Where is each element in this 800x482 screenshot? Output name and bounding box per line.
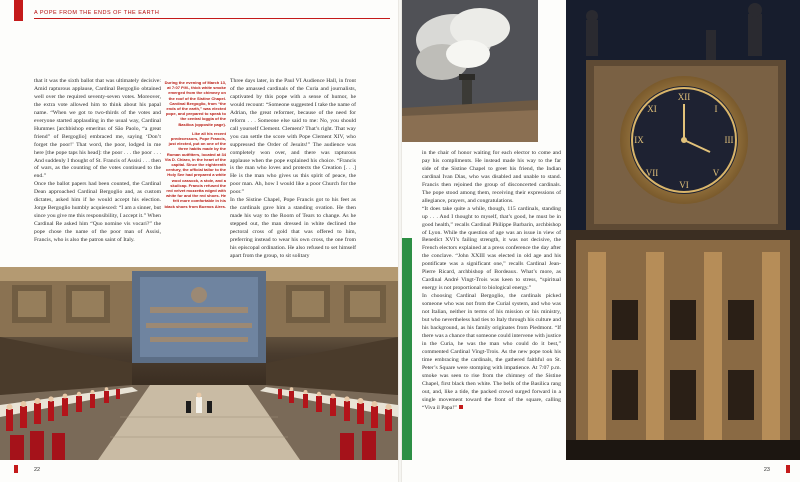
svg-text:V: V — [712, 168, 720, 178]
caption-paragraph: Like all his recent predecessors, Pope Francis, just elected, put on one of the three habits made by the Roman outfitters, located at 34 Via D. Chiaro, in the heart of the capital. Since the eighteenth century, the official tailor to the Holy See had prepared a white wool cassock, a stole, and a skullcap. Francis refused the red velvet mozzetta edged with white fur and the red shoes. He felt more comfortable in his black shoes from Buenos Aires. — [164, 130, 226, 209]
red-tab-left — [14, 0, 23, 21]
svg-text:I: I — [714, 104, 718, 114]
sistine-chapel-photo — [0, 267, 398, 460]
green-accent-bar — [402, 238, 412, 460]
running-head-left: A POPE FROM THE ENDS OF THE EARTH — [34, 10, 160, 16]
basilica-clock-photo — [566, 0, 800, 460]
svg-text:VII: VII — [645, 168, 659, 178]
paragraph: Three days later, in the Paul VI Audience Hall, in front of the amassed cardinals of the Curia and journalists, captivated by this pope with a sense of humor, he would recount: “Someone suggested I take the name of Adrian, the great reformer, because of the need for reform . . . Someone else said to me: No, you should call yourself Clement. Clement? That’s right. That way you can settle the score with Pope Clement XIV, who suppressed the Order of Jesuits!” The audience was completely won over, and there was rapturous applause when the pope explained his choice. “Francis is the man who loves and protects the Creation [. . .] He is the man who gives us this spirit of peace, the poor man. Ah, how I would like a poor Church for the poor.” — [230, 78, 356, 196]
foot-mark-left — [14, 465, 18, 473]
folio-right: 23 — [763, 467, 770, 473]
paragraph: in the chair of honor waiting for each elector to come and pay his compliments. He instead made his way to the far side of the Sistine Chapel to greet his friend, the Indian cardinal Ivan Dias, who was disabled and unable to stand. Francis then rejoined the group of disconcerted cardinals. The pope stood among them, receiving their expressions of allegiance, prayers, and congratulations. — [422, 150, 561, 204]
caption-paragraph: During the evening of March 13, at 7:07 P.M., thick white smoke emerged from the chimney on the roof of the Sistine Chapel. Cardinal Bergoglio, from “the ends of the earth,” was elected pope, and prepared to speak to the central loggia of the Basilica (opposite page). — [164, 80, 226, 127]
paragraph: “It does take quite a while, though, 115 cardinals, standing up . . . And I thought to myself, that’s good, he must be in good health,” recalls Cardinal Philippe Barbarin, archbishop of Lyon. While the question of age was an issue in view of Benedict XVI’s failing strength, it was not decisive, the French electors explained at a press conference the day after the conclave. “John XXIII was elected in old age and his pontificate was a significant one,” recalls Cardinal Jean-Pierre Ricard, archbishop of Bordeaux. What’s more, as Cardinal André Vingt-Trois was keen to stress, “spiritual energy is not proportional to biological energy.” — [422, 205, 561, 292]
svg-text:XII: XII — [677, 92, 691, 102]
photo-caption — [164, 80, 226, 209]
end-of-article-mark — [459, 405, 463, 409]
paragraph — [422, 293, 561, 412]
folio-left: 22 — [34, 467, 41, 473]
right-column — [422, 150, 561, 412]
basilica-clock-illustration — [566, 0, 800, 460]
left-column-1 — [34, 78, 161, 245]
svg-text:III: III — [724, 135, 734, 145]
foot-mark-right — [786, 465, 790, 473]
svg-text:XI: XI — [647, 104, 657, 114]
left-column-2 — [230, 78, 356, 261]
header-rule-left — [34, 18, 390, 19]
svg-text:VI: VI — [679, 180, 689, 190]
paragraph-text: In choosing Cardinal Bergoglio, the cardinals picked someone who was not from the Curial system, and who was not Italian, neither in terms of his mission or his ministry, but who nevertheless had ties to Italy through his culture and his background, as his family originates from Piedmont. “If there was a chance that someone could intervene with justice in the Curia, he was the man who could do it best,” commented Cardinal Vingt-Trois. As the new pope took his time embracing the cardinals, the gathered faithful on St. Peter’s Square were stomping with impatience. At 7:07 p.m. smoke was seen to rise from the chimney of the Sistine Chapel, first black then white. The bells of the Basilica rang out, and, like a tide, the packed crowd surged forward in a single movement toward the front of the square, calling “Viva il Papa!” — [422, 293, 561, 411]
sistine-chapel-illustration — [0, 267, 398, 460]
chimney-smoke-photo — [402, 0, 538, 142]
paragraph: that it was the sixth ballot that was ultimately decisive: Amid rapturous applause, Cardinal Bergoglio obtained well over the required seventy-seven votes. Moreover, the extra vote allowed him to think about his papal name. “When we got to two-thirds of the votes and everyone started applauding in the usual way, Cardinal Hummes [archbishop emeritus of São Paolo, “a great friend” of Bergoglio] embraced me, saying ‘Don’t forget the poor!’ That word, the poor, lodged in me here [the pope taps his head]: the poor . . . the poor . . . And suddenly I thought of St. Francis of Assisi . . . then of wars, as the counting of the votes continued to the end.” — [34, 78, 161, 180]
svg-text:IX: IX — [634, 135, 644, 145]
paragraph: Once the ballot papers had been counted, the Cardinal Dean approached Cardinal Bergoglio and, as custom dictates, asked him if he would accept his election. Jorge Bergoglio humbly acquiesced: “I am a sinner, but since you give me this responsibility, I accept it.” When Cardinal Re asked him “Quo nomine vis vocari?” the pope chose the name of the poor man of Assisi, Francis, who is also the patron saint of Italy. — [34, 181, 161, 244]
paragraph: In the Sistine Chapel, Pope Francis got to his feet as the cardinals gave him a standing ovation. He then made his way to the Room of Tears to change. As he stepped out, the man dressed in white declined the pectoral cross of gold that was offered to him, preferring instead to wear his own cross, the one from his episcopal ordination. He also refused to set himself apart from the group, to sit solitary — [230, 197, 356, 259]
white-smoke-illustration — [402, 0, 538, 142]
